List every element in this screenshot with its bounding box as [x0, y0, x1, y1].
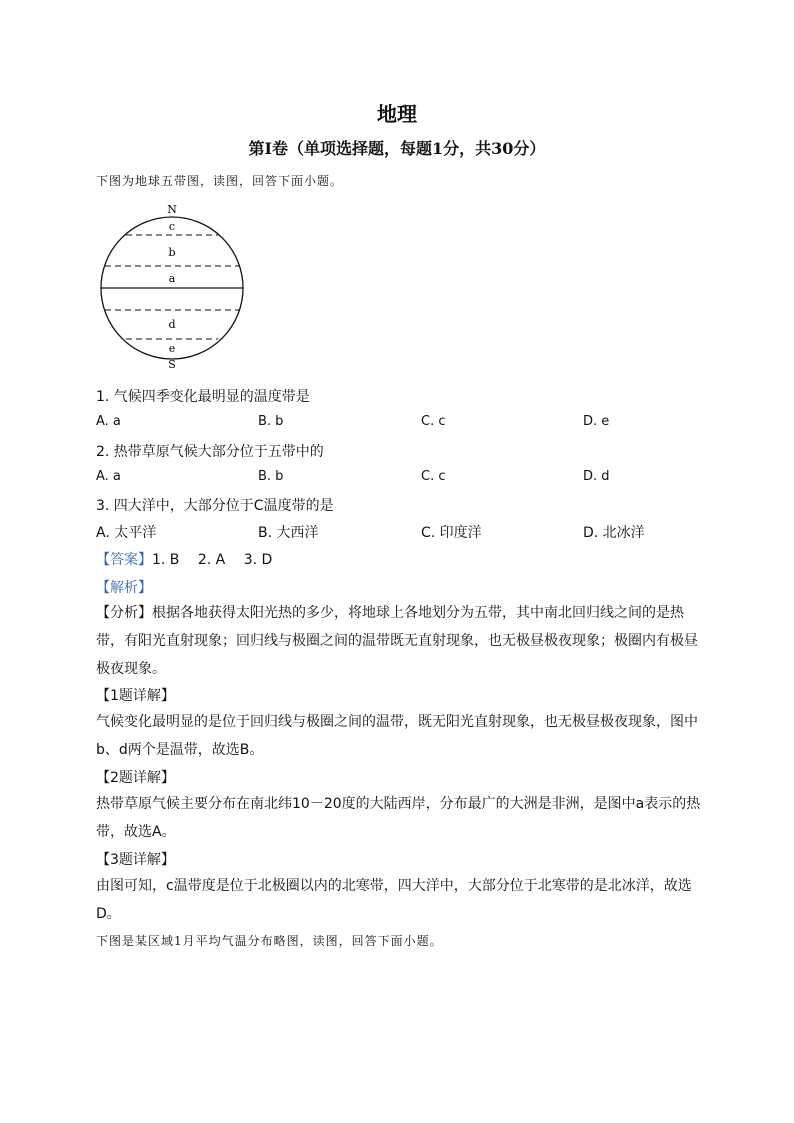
detail-1-text: 气候变化最明显的是位于回归线与极圈之间的温带，既无阳光直射现象，也无极昼极夜现象，图中b、d两个是温带，故选B。	[96, 714, 698, 758]
detail-2-text: 热带草原气候主要分布在南北纬10－20度的大陆西岸，分布最广的大洲是非洲，是图中a表示的热带，故选A。	[96, 796, 701, 840]
answer-text: 1. B 2. A 3. D	[152, 552, 273, 568]
analysis-sub-tag: 【分析】	[96, 605, 152, 621]
question-1-option-d: D. e	[583, 414, 610, 429]
analysis-text: 根据各地获得太阳光热的多少，将地球上各地划分为五带，其中南北回归线之间的是热带，有阳光直射现象；回归线与极圈之间的温带既无直射现象，也无极昼极夜现象；极圈内有极昼极夜现象。	[96, 605, 698, 677]
question-3-option-b: B. 大西洋	[258, 525, 319, 541]
question-3-option-a: A. 太平洋	[96, 525, 157, 541]
answer-tag: 【答案】	[96, 552, 152, 568]
intro-text-1: 下图为地球五带图，读图，回答下面小题。	[96, 174, 344, 188]
label-a: a	[168, 272, 176, 285]
analysis-paragraph	[96, 599, 702, 683]
label-e: e	[168, 342, 176, 355]
question-1-option-a: A. a	[96, 414, 121, 429]
label-d: d	[168, 318, 176, 331]
question-2-stem: 2. 热带草原气候大部分位于五带中的	[96, 444, 324, 460]
answer-line	[96, 549, 706, 569]
question-3-stem: 3. 四大洋中，大部分位于C温度带的是	[96, 498, 334, 514]
question-3-option-c: C. 印度洋	[421, 525, 482, 541]
question-1-option-b: B. b	[258, 414, 284, 429]
question-1-stem: 1. 气候四季变化最明显的温度带是	[96, 389, 310, 405]
five-zones-diagram	[92, 200, 252, 370]
question-1-option-c: C. c	[421, 414, 446, 429]
detail-3-text: 由图可知，c温带度是位于北极圈以内的北寒带，四大洋中，大部分位于北寒带的是北冰洋，故选D。	[96, 878, 692, 922]
label-c: c	[168, 220, 176, 233]
detail-1-tag: 【1题详解】	[96, 688, 175, 704]
label-s: S	[168, 358, 176, 370]
intro-text-2: 下图是某区域1月平均气温分布略图，读图，回答下面小题。	[96, 934, 443, 948]
question-2-option-a: A. a	[96, 469, 121, 484]
label-b: b	[168, 246, 176, 259]
page-title: 地理	[377, 102, 417, 126]
question-2-option-c: C. c	[421, 469, 446, 484]
question-2-option-b: B. b	[258, 469, 284, 484]
label-n: N	[167, 203, 177, 216]
analysis-tag: 【解析】	[96, 580, 152, 596]
detail-2-tag: 【2题详解】	[96, 770, 175, 786]
question-3-option-d: D. 北冰洋	[583, 525, 645, 541]
detail-3-tag: 【3题详解】	[96, 852, 175, 868]
question-2-option-d: D. d	[583, 469, 610, 484]
section-subtitle: 第I卷（单项选择题，每题1分，共30分）	[248, 139, 546, 158]
